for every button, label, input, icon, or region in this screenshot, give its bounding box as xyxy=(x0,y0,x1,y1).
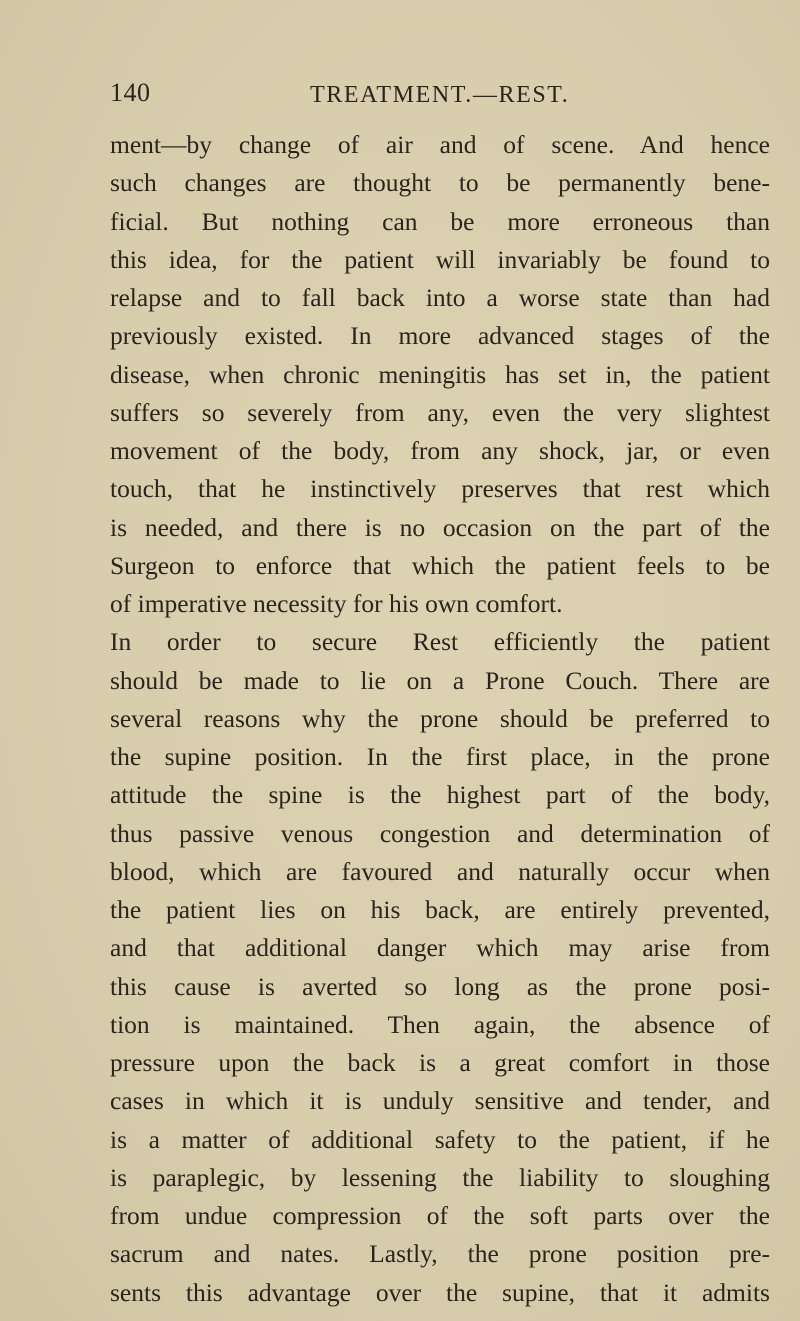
text-line: pressure upon the back is a great comfort in those xyxy=(110,1048,770,1077)
text-line: touch, that he instinctively preserves that rest which xyxy=(110,474,770,504)
text-line: of imperative necessity for his own comfort. xyxy=(110,589,563,618)
text-line: ficial. But nothing can be more erroneous than xyxy=(110,206,770,236)
text-line: previously existed. In more advanced stages of the xyxy=(110,321,770,351)
text-line: movement of the body, from any shock, jar, or even xyxy=(110,436,770,465)
text-line: cases in which it is unduly sensitive and tender, and xyxy=(110,1086,770,1116)
text-line: should be made to lie on a Prone Couch. There are xyxy=(110,665,770,695)
text-line: tion is maintained. Then again, the absence of xyxy=(110,1009,770,1039)
text-line: Surgeon to enforce that which the patient feels to be xyxy=(110,550,770,580)
text-line: the patient lies on his back, are entirely prevented, xyxy=(110,895,770,924)
text-line: In order to secure Rest efficiently the patient xyxy=(110,627,770,657)
text-line: relapse and to fall back into a worse state than had xyxy=(110,283,770,312)
text-line: from undue compression of the soft parts over the xyxy=(110,1201,770,1230)
text-line: such changes are thought to be permanently bene- xyxy=(110,168,770,198)
text-line: blood, which are favoured and naturally occur when xyxy=(110,856,770,886)
text-line: attitude the spine is the highest part of the body, xyxy=(110,780,770,810)
text-line: several reasons why the prone should be preferred to xyxy=(110,703,770,733)
body-text xyxy=(110,126,770,1312)
page-header xyxy=(110,78,770,114)
text-line: is needed, and there is no occasion on the part of the xyxy=(110,512,770,542)
text-line: is a matter of additional safety to the patient, if he xyxy=(110,1124,770,1154)
page-number: 140 xyxy=(110,78,151,107)
text-line: sacrum and nates. Lastly, the prone position pre- xyxy=(110,1239,770,1269)
text-line: ment—by change of air and of scene. And hence xyxy=(110,130,770,159)
text-line: sents this advantage over the supine, that it admits xyxy=(110,1277,770,1307)
running-head: TREATMENT.—REST. xyxy=(310,82,570,108)
text-line: disease, when chronic meningitis has set in, the patient xyxy=(110,359,770,389)
text-line: this idea, for the patient will invariably be found to xyxy=(110,244,770,274)
text-line: is paraplegic, by lessening the liability to sloughing xyxy=(110,1162,770,1192)
text-line: thus passive venous congestion and determination of xyxy=(110,818,770,848)
text-line: the supine position. In the first place, in the prone xyxy=(110,742,770,771)
text-line: and that additional danger which may arise from xyxy=(110,933,770,963)
text-line: this cause is averted so long as the prone posi- xyxy=(110,971,770,1001)
text-line: suffers so severely from any, even the very slightest xyxy=(110,397,770,427)
